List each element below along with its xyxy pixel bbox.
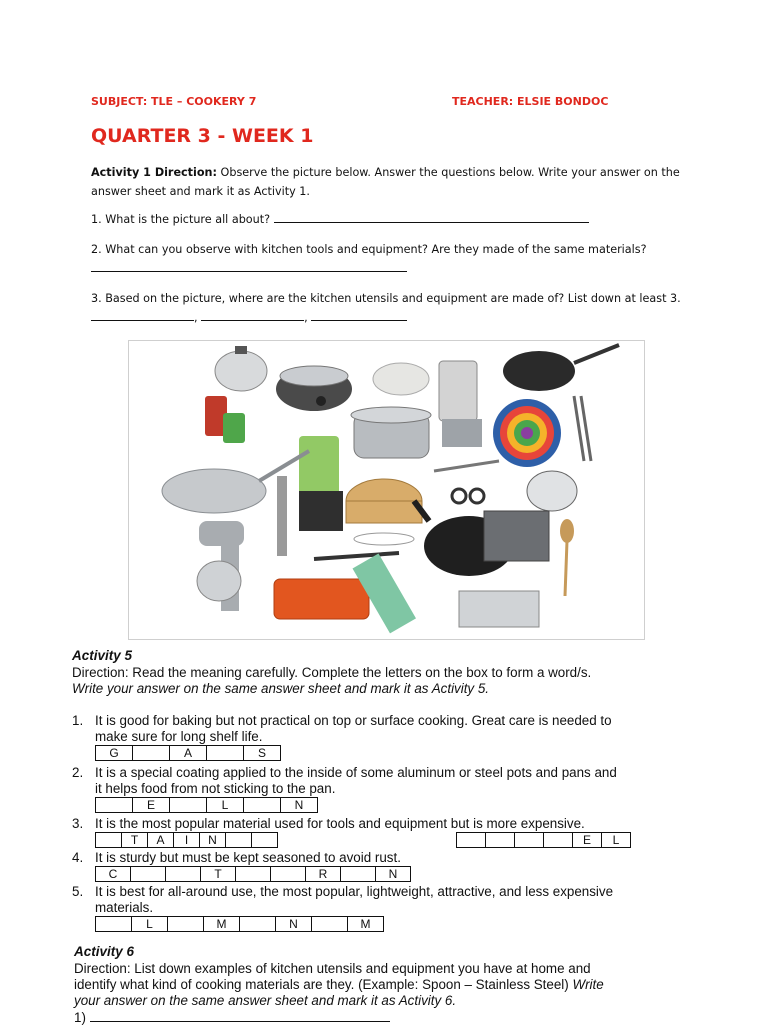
activity5-title: Activity 5 [72, 648, 133, 663]
letter-box[interactable]: T [122, 833, 148, 848]
question-1 [91, 210, 589, 229]
item-3-number: 3. [72, 816, 84, 831]
item-1-number: 1. [72, 713, 84, 728]
letter-box[interactable] [457, 833, 486, 848]
letter-box[interactable] [96, 798, 133, 813]
letter-box[interactable]: M [348, 917, 384, 932]
activity1-direction-label: Activity 1 Direction: [91, 166, 217, 179]
answer-line [201, 309, 304, 321]
letter-box[interactable] [133, 746, 170, 761]
item-2-number: 2. [72, 765, 84, 780]
activity6-direction-2-italic: Write [572, 977, 604, 992]
letter-box[interactable] [166, 867, 201, 882]
letter-box[interactable] [96, 833, 122, 848]
item-1-text-2: make sure for long shelf life. [95, 729, 263, 744]
question-2 [91, 240, 647, 278]
letter-box[interactable] [207, 746, 244, 761]
letter-box[interactable] [168, 917, 204, 932]
letter-box[interactable] [271, 867, 306, 882]
answer-line [274, 211, 589, 223]
answer-line [311, 309, 407, 321]
letter-box[interactable] [312, 917, 348, 932]
answer-line [90, 1011, 390, 1022]
letter-box[interactable] [515, 833, 544, 848]
question-3-text: 3. Based on the picture, where are the kitchen utensils and equipment are made of? List down at least 3. [91, 292, 681, 305]
letter-box[interactable] [170, 798, 207, 813]
letter-box[interactable]: G [96, 746, 133, 761]
subject-label: SUBJECT: TLE – COOKERY 7 [91, 95, 257, 108]
letter-box[interactable]: S [244, 746, 281, 761]
question-1-text: 1. What is the picture all about? [91, 213, 271, 226]
activity6-direction-2 [74, 977, 604, 992]
item-2-text: It is a special coating applied to the inside of some aluminum or steel pots and pans and [95, 765, 617, 780]
item-5-text: It is best for all-around use, the most popular, lightweight, attractive, and less expensive [95, 884, 614, 899]
activity6-direction-2-text: identify what kind of cooking materials are they. (Example: Spoon – Stainless Steel) [74, 977, 569, 992]
letter-box[interactable]: E [133, 798, 170, 813]
activity6-title: Activity 6 [74, 944, 135, 959]
teacher-label: TEACHER: ELSIE BONDOC [452, 95, 609, 108]
letter-box[interactable] [244, 798, 281, 813]
item-5-text-2: materials. [95, 900, 154, 915]
answer-line [91, 309, 194, 321]
letter-box[interactable]: L [132, 917, 168, 932]
kitchen-tools-collage-icon [129, 341, 644, 639]
letter-box[interactable]: N [276, 917, 312, 932]
letter-box[interactable] [252, 833, 278, 848]
letter-box[interactable] [96, 917, 132, 932]
letter-box[interactable]: T [201, 867, 236, 882]
letter-box[interactable]: N [200, 833, 226, 848]
item-4-text: It is sturdy but must be kept seasoned to avoid rust. [95, 850, 401, 865]
letter-box[interactable] [236, 867, 271, 882]
letter-box[interactable]: A [170, 746, 207, 761]
activity6-first-item-number: 1) [74, 1010, 86, 1025]
activity5-direction-2: Write your answer on the same answer sheet and mark it as Activity 5. [72, 681, 490, 696]
letter-box[interactable] [240, 917, 276, 932]
letter-box[interactable]: L [207, 798, 244, 813]
letter-box[interactable]: A [148, 833, 174, 848]
activity1-direction-text-2: answer sheet and mark it as Activity 1. [91, 185, 310, 198]
answer-boxes-5 [95, 916, 384, 932]
letter-box[interactable] [226, 833, 252, 848]
answer-line [91, 260, 407, 272]
activity1-direction [91, 163, 691, 201]
letter-box[interactable]: M [204, 917, 240, 932]
question-3: 3. Based on the picture, where are the kitchen utensils and equipment are made of? List down at least 3. , , [91, 292, 681, 324]
item-1-text: It is good for baking but not practical on top or surface cooking. Great care is needed to [95, 713, 612, 728]
item-4-number: 4. [72, 850, 84, 865]
answer-boxes-2 [95, 797, 318, 813]
answer-boxes-4 [95, 866, 411, 882]
letter-box[interactable]: E [573, 833, 602, 848]
letter-box[interactable]: C [96, 867, 131, 882]
activity6-direction: Direction: List down examples of kitchen utensils and equipment you have at home and [74, 961, 591, 976]
question-2-text: 2. What can you observe with kitchen tools and equipment? Are they made of the same materials? [91, 243, 647, 256]
letter-box[interactable]: I [174, 833, 200, 848]
letter-box[interactable] [131, 867, 166, 882]
answer-boxes-3a [95, 832, 278, 848]
page-title: QUARTER 3 - WEEK 1 [91, 125, 314, 147]
letter-box[interactable]: N [281, 798, 318, 813]
activity6-first-item [74, 1010, 390, 1025]
answer-boxes-1 [95, 745, 281, 761]
activity6-direction-3: your answer on the same answer sheet and mark it as Activity 6. [74, 993, 457, 1008]
activity5-direction: Direction: Read the meaning carefully. Complete the letters on the box to form a word/s. [72, 665, 592, 680]
kitchen-tools-picture [128, 340, 645, 640]
activity1-direction-text: Observe the picture below. Answer the questions below. Write your answer on the [220, 166, 680, 179]
letter-box[interactable] [544, 833, 573, 848]
letter-box[interactable]: R [306, 867, 341, 882]
answer-boxes-3b [456, 832, 631, 848]
letter-box[interactable]: L [602, 833, 631, 848]
letter-box[interactable] [341, 867, 376, 882]
item-3-text: It is the most popular material used for tools and equipment but is more expensive. [95, 816, 585, 831]
item-2-text-2: it helps food from not sticking to the pan. [95, 781, 336, 796]
letter-box[interactable] [486, 833, 515, 848]
letter-box[interactable]: N [376, 867, 411, 882]
item-5-number: 5. [72, 884, 84, 899]
